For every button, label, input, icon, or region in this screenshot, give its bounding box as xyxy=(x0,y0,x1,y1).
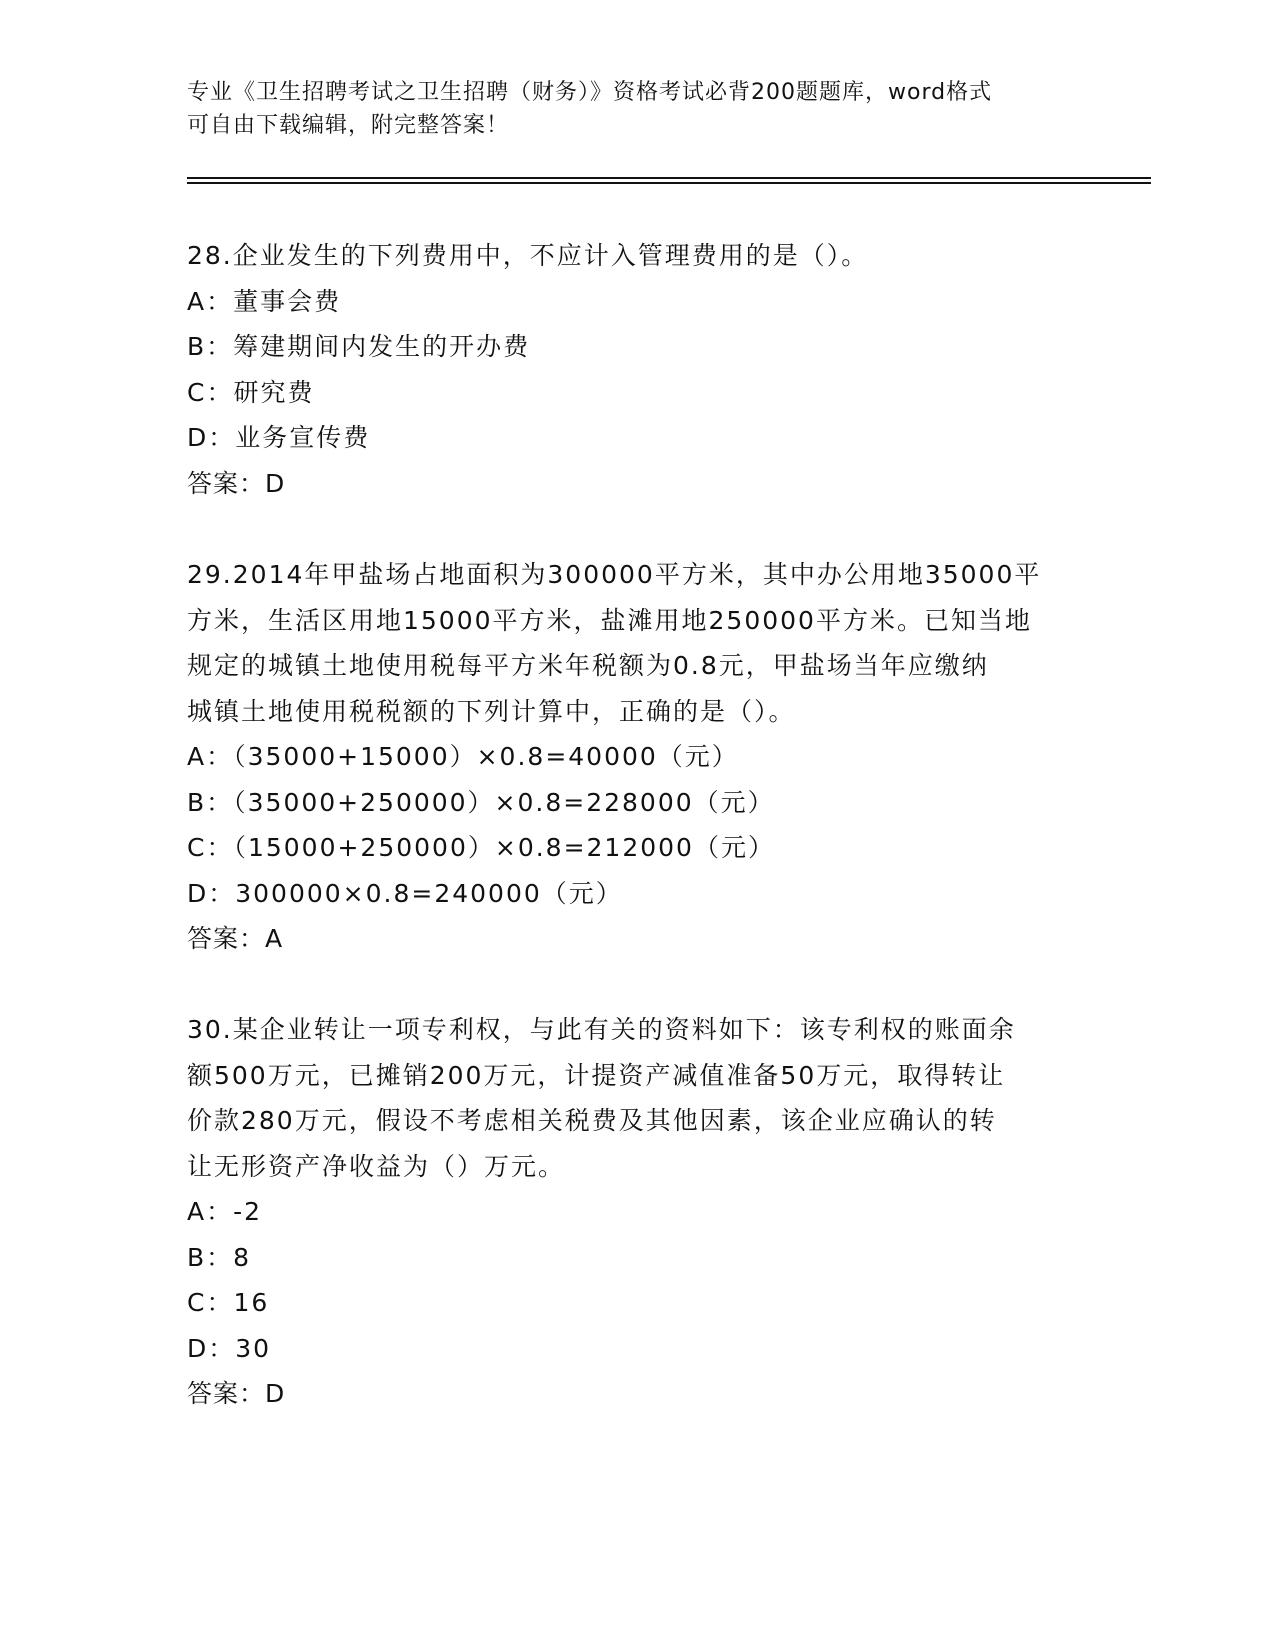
document-header xyxy=(187,76,1067,142)
option-d: D：300000×0.8=240000（元） xyxy=(187,878,623,908)
option-c: C：研究费 xyxy=(187,377,315,407)
question-text xyxy=(187,233,1087,279)
header-line-1: 专业《卫生招聘考试之卫生招聘（财务）》资格考试必背200题题库，word格式 xyxy=(187,80,993,105)
option-b: B：8 xyxy=(187,1242,252,1272)
option-b: B：（35000+250000）×0.8=228000（元） xyxy=(187,787,775,817)
option-a: A：（35000+15000）×0.8=40000（元） xyxy=(187,742,739,771)
header-divider-bottom xyxy=(187,182,1151,184)
option-d: D：业务宣传费 xyxy=(187,423,371,452)
question-30 xyxy=(187,1007,1087,1417)
option-d: D：30 xyxy=(187,1333,272,1363)
answer: 答案：D xyxy=(187,468,286,498)
option-a: A：董事会费 xyxy=(187,286,342,316)
question-28 xyxy=(187,233,1087,506)
question-line: 29.2014年甲盐场占地面积为300000平方米，其中办公用地35000平 xyxy=(187,560,1042,589)
option-a: A：-2 xyxy=(187,1197,263,1226)
question-line: 额500万元，已摊销200万元，计提资产减值准备50万元，取得转让 xyxy=(187,1060,1006,1090)
question-text xyxy=(187,552,1087,734)
option-b: B：筹建期间内发生的开办费 xyxy=(187,332,531,361)
question-line: 价款280万元，假设不考虑相关税费及其他因素，该企业应确认的转 xyxy=(187,1106,997,1135)
option-c: C：（15000+250000）×0.8=212000（元） xyxy=(187,833,775,862)
question-line: 28.企业发生的下列费用中，不应计入管理费用的是（）。 xyxy=(187,241,869,270)
answer: 答案：A xyxy=(187,924,284,953)
question-29 xyxy=(187,552,1087,962)
question-line: 让无形资产净收益为（）万元。 xyxy=(187,1151,566,1181)
question-line: 方米，生活区用地15000平方米，盐滩用地250000平方米。已知当地 xyxy=(187,605,1032,635)
header-divider-top xyxy=(187,177,1151,179)
question-line: 30.某企业转让一项专利权，与此有关的资料如下：该专利权的账面余 xyxy=(187,1015,1016,1044)
answer: 答案：D xyxy=(187,1379,286,1408)
question-text xyxy=(187,1007,1087,1189)
question-line: 规定的城镇土地使用税每平方米年税额为0.8元，甲盐场当年应缴纳 xyxy=(187,651,989,680)
header-line-2: 可自由下载编辑，附完整答案！ xyxy=(187,113,510,138)
option-c: C：16 xyxy=(187,1288,270,1317)
question-line: 城镇土地使用税税额的下列计算中，正确的是（）。 xyxy=(187,696,796,726)
